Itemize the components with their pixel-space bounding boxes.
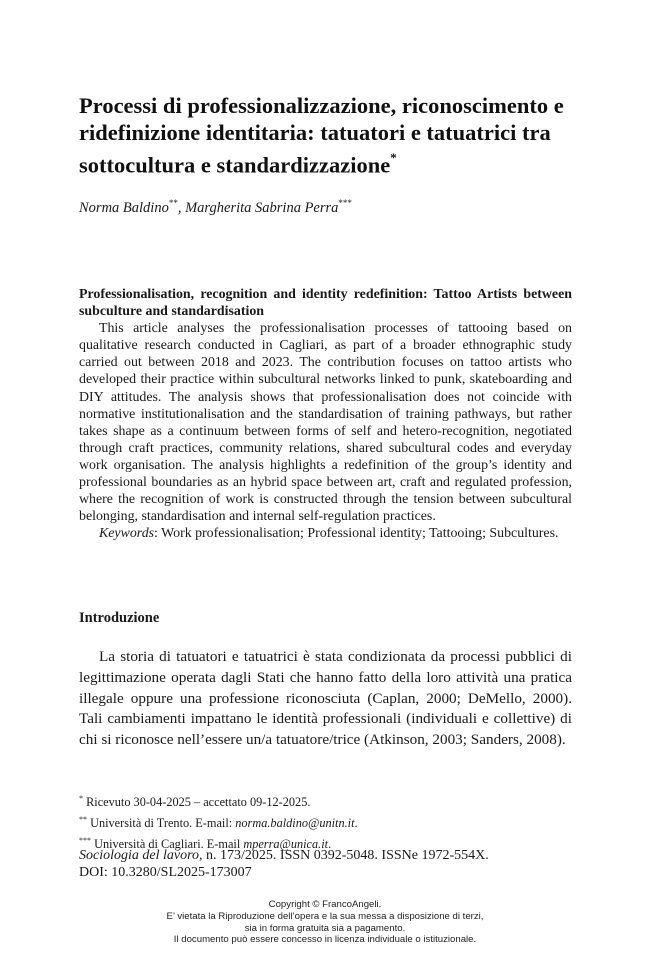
author-list [79,194,352,217]
keywords-label: Keywords [99,526,155,542]
footnote-suffix: . [354,816,358,831]
journal-doi[interactable]: DOI: 10.3280/SL2025-173007 [79,865,252,880]
author-footnote-marker[interactable]: ** [168,198,178,208]
copyright-line: sia in forma gratuita sia a pagamento. [244,922,406,934]
author-footnote-marker[interactable]: *** [338,198,352,208]
copyright-line: Il documento può essere concesso in licenza individuale o istituzionale. [173,934,477,946]
abstract-body: This article analyses the professionalisation processes of tattooing based on qualitative research conducted in Cagliari, as part of a broader ethnographic study carried out between 2018 and 2023. The contribution focuses on tattoo artists who developed their practice within subcultural networks linked to punk, skateboarding and DIY attitudes. The analysis shows that professionalisation does not coincide with normative institutionalisation and the standardisation of training pathways, but rather takes shape as a continuum between forms of self and hetero-recognition, negotiated through craft practices, community relations, shared subcultural codes and everyday work organisation. The analysis highlights a redefinition of the group’s identity and professional boundaries as an hybrid space between art, craft and regulated profession, where the recognition of work is constructed through the tension between subcultural belonging, standardisation and internal self-regulation practices. [79,321,572,525]
author-name: Norma Baldino [79,199,169,216]
author-separator: , [177,199,186,216]
footnote-suffix: . [328,837,332,852]
footnote-marker: ** [79,815,87,825]
article-title [79,92,579,179]
copyright-line: Copyright © FrancoAngeli. [268,899,382,910]
title-footnote-marker[interactable]: * [390,150,397,165]
footnote-author1 [79,811,572,832]
article-title-text: Processi di professionalizzazione, riconoscimento e ridefinizione identitaria: tatuatori e tatuatrici tra sottocultura e standardizzazione [79,93,564,178]
journal-citation [79,847,489,864]
keywords-list: : Work professionalisation; Professional identity; Tattooing; Subcultures. [154,526,559,542]
abstract [79,286,572,542]
section-heading: Introduzione [79,610,160,626]
footnotes [79,790,572,853]
copyright-notice [0,899,650,946]
author1-email-link[interactable]: norma.baldino@unitn.it [235,816,355,831]
copyright-line: E’ vietata la Riproduzione dell’opera e la sua messa a disposizione di terzi, [166,910,484,922]
footnote-text: Ricevuto 30-04-2025 – accettato 09-12-2025. [83,795,311,810]
footnote-text: Università di Cagliari. E-mail [91,837,244,852]
footnote-text: Università di Trento. E-mail: [87,816,236,831]
author2-email-link[interactable]: mperra@unica.it [243,837,329,852]
footnote-marker: * [79,794,83,803]
footnote-marker: *** [79,836,91,846]
journal-info [79,847,489,881]
intro-paragraph: La storia di tatuatori e tatuatrici è stata condizionata da processi pubblici di legittimazione operata dagli Stati che hanno fatto della loro attività una pratica illegale oppure una professione riconosciuta (Caplan, 2000; DeMello, 2000). Tali cambiamenti impattano le identità professionali (individuali e collettive) di chi si riconosce nell’essere un/a tatuatore/trice (Atkinson, 2003; Sanders, 2008). [79,648,572,749]
footnote-received [79,790,572,811]
author-name: Margherita Sabrina Perra [185,199,339,216]
journal-details: , n. 173/2025. ISSN 0392-5048. ISSNe 1972-554X. [199,848,489,863]
abstract-keywords [79,525,572,542]
journal-name: Sociologia del lavoro [79,848,200,863]
abstract-title: Professionalisation, recognition and identity redefinition: Tattoo Artists between subculture and standardisation [79,287,572,320]
